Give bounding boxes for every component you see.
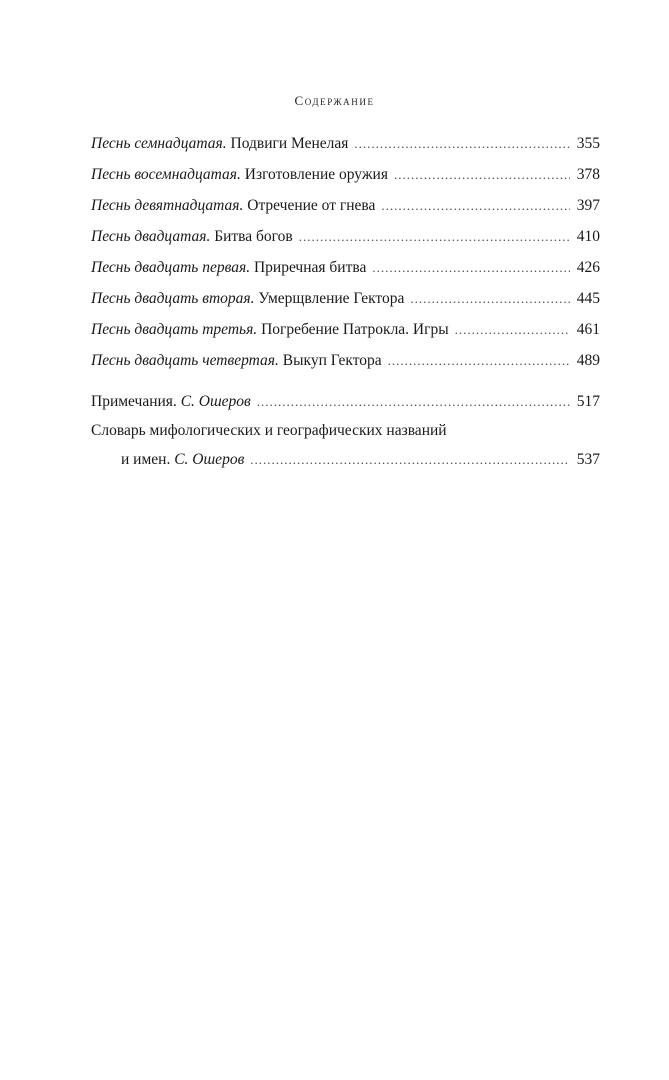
song-title: Умерщвление Гектора	[258, 290, 405, 307]
toc-entry-song-20[interactable]	[91, 221, 600, 252]
leader-dots	[299, 221, 570, 252]
leader-dots	[455, 314, 570, 345]
toc-entry-song-18[interactable]	[91, 159, 600, 190]
toc-entry-song-22[interactable]	[91, 283, 600, 314]
toc-entry-song-24[interactable]	[91, 345, 600, 376]
leader-dots	[394, 159, 570, 190]
leader-dots	[381, 190, 570, 221]
leader-dots	[257, 386, 570, 417]
song-title: Приречная битва	[253, 259, 367, 276]
page-number: 489	[576, 352, 600, 369]
notes-author: С. Ошеров	[180, 393, 251, 410]
song-title: Битва богов	[214, 228, 293, 245]
toc-entry-dictionary[interactable]	[91, 417, 600, 475]
toc-entry-song-21[interactable]	[91, 252, 600, 283]
page-number: 410	[576, 228, 600, 245]
song-number: Песнь двадцать вторая.	[91, 290, 255, 307]
song-number: Песнь восемнадцатая.	[91, 166, 241, 183]
toc-heading: Содержание	[294, 93, 375, 108]
song-number: Песнь семнадцатая.	[91, 135, 227, 152]
leader-dots	[372, 252, 570, 283]
dictionary-title-line2: и имен.	[121, 451, 171, 468]
song-number: Песнь двадцать первая.	[91, 259, 251, 276]
page-number: 461	[576, 321, 600, 338]
toc-entry-song-23[interactable]	[91, 314, 600, 345]
toc-entry-song-19[interactable]	[91, 190, 600, 221]
song-title: Изготовление оружия	[244, 166, 388, 183]
song-number: Песнь двадцать четвертая.	[91, 352, 279, 369]
section-gap	[91, 376, 600, 386]
song-title: Подвиги Менелая	[230, 135, 349, 152]
song-title: Отречение от гнева	[247, 197, 376, 214]
page-number: 355	[576, 135, 600, 152]
notes-title: Примечания.	[91, 393, 177, 410]
song-number: Песнь двадцать третья.	[91, 321, 258, 338]
leader-dots	[388, 345, 570, 376]
leader-dots	[250, 444, 570, 475]
page-number: 517	[576, 393, 600, 410]
page-number: 397	[576, 197, 600, 214]
song-title: Погребение Патрокла. Игры	[261, 321, 449, 338]
leader-dots	[354, 128, 570, 159]
page-number: 426	[576, 259, 600, 276]
song-number: Песнь девятнадцатая.	[91, 197, 244, 214]
dictionary-title-line1: Словарь мифологических и географических названий	[91, 422, 447, 439]
table-of-contents	[91, 128, 600, 475]
page-number: 445	[576, 290, 600, 307]
toc-entry-notes[interactable]	[91, 386, 600, 417]
song-number: Песнь двадцатая.	[91, 228, 211, 245]
leader-dots	[410, 283, 570, 314]
song-title: Выкуп Гектора	[282, 352, 382, 369]
page-number: 378	[576, 166, 600, 183]
toc-entry-song-17[interactable]	[91, 128, 600, 159]
dictionary-author: С. Ошеров	[174, 451, 245, 468]
page-number: 537	[576, 451, 600, 468]
